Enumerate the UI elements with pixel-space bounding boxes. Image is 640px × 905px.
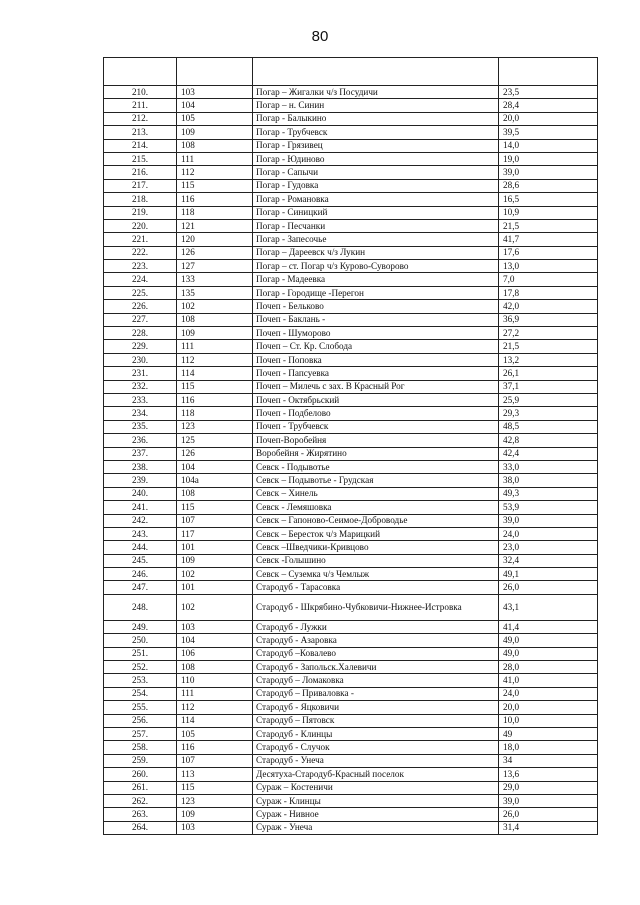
row-number-cell: 229.: [104, 340, 177, 353]
row-number-cell: 221.: [104, 233, 177, 246]
distance-cell: 23,0: [499, 541, 598, 554]
route-name-cell: Стародуб – Пятовск: [253, 714, 499, 727]
table-header-row: [104, 58, 598, 86]
row-number-cell: 213.: [104, 126, 177, 139]
route-name-cell: Почеп - Поповка: [253, 353, 499, 366]
row-number-cell: 239.: [104, 474, 177, 487]
distance-cell: 48,5: [499, 420, 598, 433]
row-number-cell: 258.: [104, 741, 177, 754]
route-code-cell: 104: [177, 99, 253, 112]
route-code-cell: 110: [177, 674, 253, 687]
route-code-cell: 108: [177, 661, 253, 674]
row-number-cell: 212.: [104, 112, 177, 125]
route-code-cell: 102: [177, 568, 253, 581]
distance-cell: 14,0: [499, 139, 598, 152]
route-code-cell: 116: [177, 393, 253, 406]
route-name-cell: Почеп – Милечь с зах. В Красный Рог: [253, 380, 499, 393]
row-number-cell: 235.: [104, 420, 177, 433]
route-code-cell: 103: [177, 821, 253, 834]
header-cell-code: [177, 58, 253, 86]
row-number-cell: 225.: [104, 286, 177, 299]
route-name-cell: Сураж - Клинцы: [253, 794, 499, 807]
row-number-cell: 232.: [104, 380, 177, 393]
distance-cell: 33,0: [499, 460, 598, 473]
route-code-cell: 104а: [177, 474, 253, 487]
route-code-cell: 103: [177, 86, 253, 99]
distance-cell: 7,0: [499, 273, 598, 286]
row-number-cell: 243.: [104, 527, 177, 540]
route-code-cell: 126: [177, 246, 253, 259]
row-number-cell: 236.: [104, 434, 177, 447]
distance-cell: 24,0: [499, 687, 598, 700]
route-code-cell: 105: [177, 112, 253, 125]
route-name-cell: Стародуб – Приваловка -: [253, 687, 499, 700]
route-name-cell: Стародуб - Яцковичи: [253, 701, 499, 714]
route-code-cell: 111: [177, 340, 253, 353]
distance-cell: 13,6: [499, 768, 598, 781]
route-name-cell: Севск – Гапоново-Сеимое-Доброводье: [253, 514, 499, 527]
route-code-cell: 111: [177, 152, 253, 165]
table-row: [104, 193, 598, 206]
route-name-cell: Почеп – Ст. Кр. Слобода: [253, 340, 499, 353]
table-row: [104, 233, 598, 246]
row-number-cell: 253.: [104, 674, 177, 687]
row-number-cell: 248.: [104, 594, 177, 620]
row-number-cell: 230.: [104, 353, 177, 366]
route-name-cell: Стародуб - Лужки: [253, 620, 499, 633]
row-number-cell: 256.: [104, 714, 177, 727]
route-code-cell: 120: [177, 233, 253, 246]
route-name-cell: Погар - Сапычи: [253, 166, 499, 179]
route-name-cell: Погар - Грязивец: [253, 139, 499, 152]
distance-cell: 49,0: [499, 647, 598, 660]
route-code-cell: 135: [177, 286, 253, 299]
table-row: [104, 300, 598, 313]
distance-cell: 41,4: [499, 620, 598, 633]
route-name-cell: Погар – Дареевск ч/з Лукин: [253, 246, 499, 259]
distance-cell: 39,0: [499, 514, 598, 527]
route-code-cell: 107: [177, 514, 253, 527]
distance-cell: 29,3: [499, 407, 598, 420]
row-number-cell: 214.: [104, 139, 177, 152]
distance-cell: 39,0: [499, 794, 598, 807]
distance-cell: 49,1: [499, 568, 598, 581]
route-name-cell: Погар - Запесочье: [253, 233, 499, 246]
table-row: [104, 206, 598, 219]
table-row: [104, 286, 598, 299]
distance-cell: 17,6: [499, 246, 598, 259]
route-code-cell: 126: [177, 447, 253, 460]
table-row: [104, 647, 598, 660]
table-row: [104, 808, 598, 821]
row-number-cell: 211.: [104, 99, 177, 112]
distance-cell: 34: [499, 754, 598, 767]
row-number-cell: 264.: [104, 821, 177, 834]
table-row: [104, 581, 598, 594]
route-name-cell: Стародуб – Ломаковка: [253, 674, 499, 687]
route-code-cell: 114: [177, 714, 253, 727]
distance-cell: 49: [499, 727, 598, 740]
row-number-cell: 263.: [104, 808, 177, 821]
table-row: [104, 353, 598, 366]
route-code-cell: 123: [177, 420, 253, 433]
header-cell-number: [104, 58, 177, 86]
table-row: [104, 407, 598, 420]
row-number-cell: 259.: [104, 754, 177, 767]
route-name-cell: Севск – Суземка ч/з Чемлыж: [253, 568, 499, 581]
table-row: [104, 727, 598, 740]
route-code-cell: 106: [177, 647, 253, 660]
table-row: [104, 112, 598, 125]
table-row: [104, 313, 598, 326]
table-row: [104, 260, 598, 273]
header-cell-route: [253, 58, 499, 86]
row-number-cell: 255.: [104, 701, 177, 714]
table-row: [104, 594, 598, 620]
row-number-cell: 227.: [104, 313, 177, 326]
distance-cell: 28,4: [499, 99, 598, 112]
route-code-cell: 105: [177, 727, 253, 740]
table-row: [104, 741, 598, 754]
row-number-cell: 245.: [104, 554, 177, 567]
table-row: [104, 86, 598, 99]
route-name-cell: Сураж - Унеча: [253, 821, 499, 834]
row-number-cell: 218.: [104, 193, 177, 206]
route-code-cell: 112: [177, 166, 253, 179]
row-number-cell: 254.: [104, 687, 177, 700]
row-number-cell: 240.: [104, 487, 177, 500]
route-code-cell: 101: [177, 581, 253, 594]
row-number-cell: 234.: [104, 407, 177, 420]
row-number-cell: 252.: [104, 661, 177, 674]
row-number-cell: 231.: [104, 367, 177, 380]
distance-cell: 20,0: [499, 701, 598, 714]
distance-cell: 31,4: [499, 821, 598, 834]
route-code-cell: 111: [177, 687, 253, 700]
row-number-cell: 217.: [104, 179, 177, 192]
route-name-cell: Погар – ст. Погар ч/з Курово-Суворово: [253, 260, 499, 273]
distance-cell: 10,9: [499, 206, 598, 219]
row-number-cell: 210.: [104, 86, 177, 99]
distance-cell: 29,0: [499, 781, 598, 794]
route-code-cell: 115: [177, 501, 253, 514]
route-code-cell: 123: [177, 794, 253, 807]
route-code-cell: 101: [177, 541, 253, 554]
route-name-cell: Севск - Лемяшовка: [253, 501, 499, 514]
distance-cell: 19,0: [499, 152, 598, 165]
table-row: [104, 273, 598, 286]
row-number-cell: 224.: [104, 273, 177, 286]
row-number-cell: 251.: [104, 647, 177, 660]
route-code-cell: 113: [177, 768, 253, 781]
table-row: [104, 126, 598, 139]
route-name-cell: Севск - Подывотье: [253, 460, 499, 473]
row-number-cell: 228.: [104, 327, 177, 340]
route-name-cell: Почеп-Воробейня: [253, 434, 499, 447]
distance-cell: 21,5: [499, 219, 598, 232]
route-name-cell: Севск – Бересток ч/з Марицкий: [253, 527, 499, 540]
row-number-cell: 260.: [104, 768, 177, 781]
distance-cell: 26,0: [499, 581, 598, 594]
table-row: [104, 701, 598, 714]
route-name-cell: Стародуб - Азаровка: [253, 634, 499, 647]
route-code-cell: 108: [177, 139, 253, 152]
route-name-cell: Стародуб - Унеча: [253, 754, 499, 767]
route-name-cell: Стародуб - Шкрябино-Чубковичи-Нижнее-Истровка: [253, 594, 499, 620]
distance-cell: 49,3: [499, 487, 598, 500]
table-row: [104, 460, 598, 473]
row-number-cell: 237.: [104, 447, 177, 460]
table-row: [104, 99, 598, 112]
distance-cell: 38,0: [499, 474, 598, 487]
route-code-cell: 109: [177, 327, 253, 340]
distance-cell: 39,0: [499, 166, 598, 179]
row-number-cell: 261.: [104, 781, 177, 794]
route-name-cell: Стародуб –Ковалево: [253, 647, 499, 660]
route-name-cell: Севск -Голышино: [253, 554, 499, 567]
distance-cell: 28,6: [499, 179, 598, 192]
route-name-cell: Севск – Подывотье - Грудская: [253, 474, 499, 487]
route-name-cell: Погар - Трубчевск: [253, 126, 499, 139]
table-row: [104, 794, 598, 807]
row-number-cell: 247.: [104, 581, 177, 594]
route-name-cell: Почеп - Трубчевск: [253, 420, 499, 433]
distance-cell: 39,5: [499, 126, 598, 139]
row-number-cell: 215.: [104, 152, 177, 165]
route-code-cell: 103: [177, 620, 253, 633]
route-code-cell: 104: [177, 460, 253, 473]
route-name-cell: Стародуб - Случок: [253, 741, 499, 754]
route-name-cell: Почеп - Бельково: [253, 300, 499, 313]
row-number-cell: 244.: [104, 541, 177, 554]
distance-cell: 28,0: [499, 661, 598, 674]
table-row: [104, 179, 598, 192]
table-row: [104, 661, 598, 674]
table-row: [104, 166, 598, 179]
route-code-cell: 102: [177, 594, 253, 620]
distance-cell: 26,1: [499, 367, 598, 380]
distance-cell: 53,9: [499, 501, 598, 514]
distance-cell: 27,2: [499, 327, 598, 340]
route-name-cell: Погар – Жигалки ч/з Посудичи: [253, 86, 499, 99]
table-row: [104, 380, 598, 393]
route-code-cell: 102: [177, 300, 253, 313]
distance-cell: 41,7: [499, 233, 598, 246]
route-name-cell: Севск – Хинель: [253, 487, 499, 500]
table-row: [104, 514, 598, 527]
route-code-cell: 108: [177, 487, 253, 500]
row-number-cell: 216.: [104, 166, 177, 179]
table-row: [104, 674, 598, 687]
table-row: [104, 447, 598, 460]
distance-cell: 42,8: [499, 434, 598, 447]
table-row: [104, 139, 598, 152]
distance-cell: 41,0: [499, 674, 598, 687]
row-number-cell: 246.: [104, 568, 177, 581]
route-code-cell: 133: [177, 273, 253, 286]
table-row: [104, 152, 598, 165]
table-row: [104, 501, 598, 514]
row-number-cell: 222.: [104, 246, 177, 259]
table-row: [104, 393, 598, 406]
route-name-cell: Погар - Гудовка: [253, 179, 499, 192]
route-code-cell: 118: [177, 407, 253, 420]
table-row: [104, 634, 598, 647]
route-name-cell: Севск –Шведчики-Кривцово: [253, 541, 499, 554]
page-number: 80: [311, 28, 329, 45]
distance-cell: 18,0: [499, 741, 598, 754]
table-row: [104, 434, 598, 447]
table-row: [104, 768, 598, 781]
row-number-cell: 262.: [104, 794, 177, 807]
table-row: [104, 367, 598, 380]
distance-cell: 43,1: [499, 594, 598, 620]
route-code-cell: 118: [177, 206, 253, 219]
route-name-cell: Почеп - Папсуевка: [253, 367, 499, 380]
route-name-cell: Погар - Городище -Перегон: [253, 286, 499, 299]
route-name-cell: Почеп - Шуморово: [253, 327, 499, 340]
route-name-cell: Почеп - Баклань -: [253, 313, 499, 326]
route-name-cell: Стародуб - Тарасовка: [253, 581, 499, 594]
route-code-cell: 112: [177, 701, 253, 714]
distance-cell: 42,0: [499, 300, 598, 313]
route-table: [103, 57, 598, 835]
route-name-cell: Десятуха-Стародуб-Красный поселок: [253, 768, 499, 781]
distance-cell: 17,8: [499, 286, 598, 299]
distance-cell: 26,0: [499, 808, 598, 821]
table-row: [104, 568, 598, 581]
row-number-cell: 223.: [104, 260, 177, 273]
row-number-cell: 233.: [104, 393, 177, 406]
row-number-cell: 250.: [104, 634, 177, 647]
distance-cell: 36,9: [499, 313, 598, 326]
route-code-cell: 121: [177, 219, 253, 232]
route-name-cell: Стародуб - Запольск.Халевичи: [253, 661, 499, 674]
distance-cell: 25,9: [499, 393, 598, 406]
table-row: [104, 620, 598, 633]
row-number-cell: 241.: [104, 501, 177, 514]
distance-cell: 13,0: [499, 260, 598, 273]
route-code-cell: 125: [177, 434, 253, 447]
route-code-cell: 115: [177, 179, 253, 192]
distance-cell: 16,5: [499, 193, 598, 206]
route-code-cell: 109: [177, 808, 253, 821]
row-number-cell: 226.: [104, 300, 177, 313]
distance-cell: 23,5: [499, 86, 598, 99]
table-row: [104, 687, 598, 700]
route-name-cell: Почеп - Подбелово: [253, 407, 499, 420]
route-table-body: [104, 58, 598, 835]
table-row: [104, 246, 598, 259]
table-row: [104, 340, 598, 353]
route-name-cell: Погар - Романовка: [253, 193, 499, 206]
table-row: [104, 554, 598, 567]
distance-cell: 49,0: [499, 634, 598, 647]
table-row: [104, 420, 598, 433]
route-name-cell: Стародуб - Клинцы: [253, 727, 499, 740]
route-name-cell: Погар - Песчанки: [253, 219, 499, 232]
route-code-cell: 117: [177, 527, 253, 540]
header-cell-distance: [499, 58, 598, 86]
distance-cell: 32,4: [499, 554, 598, 567]
table-row: [104, 327, 598, 340]
route-name-cell: Сураж – Костеничи: [253, 781, 499, 794]
route-code-cell: 109: [177, 554, 253, 567]
route-name-cell: Погар – н. Синин: [253, 99, 499, 112]
distance-cell: 10,0: [499, 714, 598, 727]
route-code-cell: 112: [177, 353, 253, 366]
distance-cell: 20,0: [499, 112, 598, 125]
table-row: [104, 754, 598, 767]
route-code-cell: 109: [177, 126, 253, 139]
route-code-cell: 116: [177, 741, 253, 754]
route-code-cell: 107: [177, 754, 253, 767]
table-row: [104, 219, 598, 232]
route-code-cell: 114: [177, 367, 253, 380]
table-row: [104, 781, 598, 794]
route-code-cell: 115: [177, 380, 253, 393]
table-row: [104, 714, 598, 727]
row-number-cell: 238.: [104, 460, 177, 473]
row-number-cell: 257.: [104, 727, 177, 740]
route-code-cell: 115: [177, 781, 253, 794]
route-name-cell: Почеп - Октябрьский: [253, 393, 499, 406]
table-row: [104, 487, 598, 500]
table-row: [104, 474, 598, 487]
route-name-cell: Погар - Балыкино: [253, 112, 499, 125]
route-name-cell: Сураж - Нивное: [253, 808, 499, 821]
distance-cell: 13,2: [499, 353, 598, 366]
distance-cell: 21,5: [499, 340, 598, 353]
row-number-cell: 219.: [104, 206, 177, 219]
row-number-cell: 242.: [104, 514, 177, 527]
route-code-cell: 108: [177, 313, 253, 326]
route-name-cell: Погар - Синицкий: [253, 206, 499, 219]
table-row: [104, 821, 598, 834]
route-name-cell: Погар - Мадеевка: [253, 273, 499, 286]
distance-cell: 24,0: [499, 527, 598, 540]
route-name-cell: Погар - Юдиново: [253, 152, 499, 165]
distance-cell: 37,1: [499, 380, 598, 393]
route-code-cell: 116: [177, 193, 253, 206]
table-row: [104, 527, 598, 540]
row-number-cell: 249.: [104, 620, 177, 633]
distance-cell: 42,4: [499, 447, 598, 460]
row-number-cell: 220.: [104, 219, 177, 232]
route-code-cell: 127: [177, 260, 253, 273]
table-row: [104, 541, 598, 554]
route-code-cell: 104: [177, 634, 253, 647]
route-name-cell: Воробейня - Жирятино: [253, 447, 499, 460]
